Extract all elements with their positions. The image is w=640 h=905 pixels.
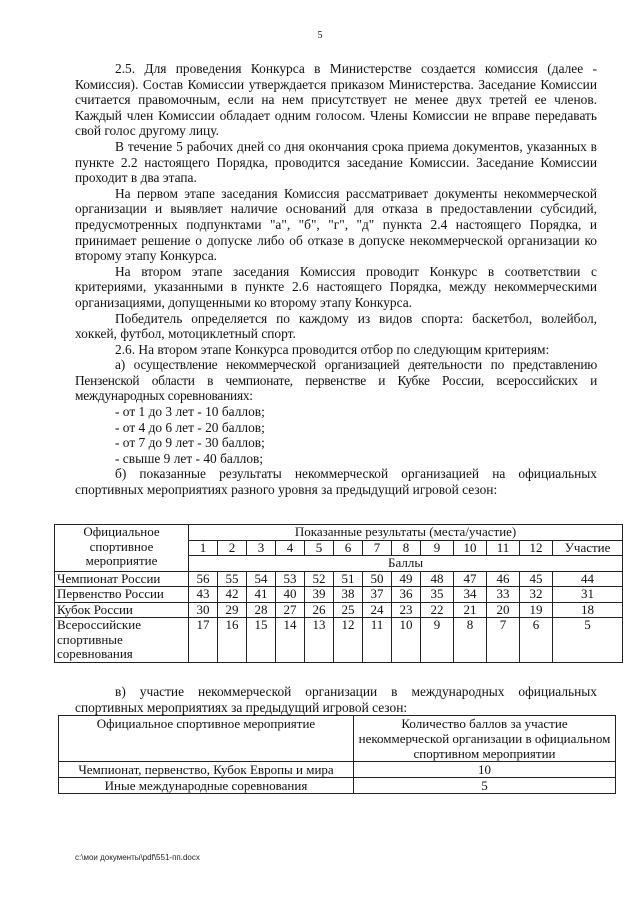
table1-header-event: Официальное спортивное мероприятие xyxy=(55,525,189,572)
paragraph-second-stage: На втором этапе заседания Комиссия проводит Конкурс в соответствии с критериями, указанными в пункте 2.6 настоящего Порядка, между некоммерческими организациями, допущенными ко второму этапу Конкурса. xyxy=(75,263,597,310)
table1-place-header: 3 xyxy=(247,540,276,556)
table1-points-cell: 46 xyxy=(487,571,520,587)
results-points-table xyxy=(54,524,623,663)
table1-body xyxy=(55,571,623,662)
file-path-footer: c:\мои документы\pdf\551-пп.docx xyxy=(75,853,200,862)
table1-points-label: Баллы xyxy=(189,556,623,572)
table-row xyxy=(59,778,616,794)
table1-points-cell: 18 xyxy=(553,602,623,618)
table1-points-cell: 16 xyxy=(218,618,247,663)
table1-points-cell: 13 xyxy=(305,618,334,663)
table1-points-cell: 49 xyxy=(392,571,421,587)
paragraph-2-5: 2.5. Для проведения Конкурса в Министерстве создается комиссия (далее - Комиссия). Состав Комиссии утверждается приказом Министерства. Заседание Комиссии считается правомочным, если на нем присутствует не менее двух третей ее членов. Каждый член Комиссии обладает одним голосом. Члены Комиссии не вправе передавать свой голос другому лицу. xyxy=(75,61,597,139)
table1-place-header: 2 xyxy=(218,540,247,556)
table1-points-cell: 19 xyxy=(520,602,553,618)
table-row xyxy=(55,618,623,663)
table1-points-cell: 21 xyxy=(454,602,487,618)
page-number: 5 xyxy=(317,30,323,41)
table1-points-cell: 52 xyxy=(305,571,334,587)
table1-points-cell: 34 xyxy=(454,587,487,603)
table1-points-cell: 51 xyxy=(334,571,363,587)
table1-points-cell: 30 xyxy=(189,602,218,618)
table1-place-header: 11 xyxy=(487,540,520,556)
table1-points-cell: 7 xyxy=(487,618,520,663)
table1-points-cell: 5 xyxy=(553,618,623,663)
table2-header-points: Количество баллов за участие некоммерческой организации в официальном спортивном мероприятии xyxy=(354,716,616,762)
table1-place-header: 1 xyxy=(189,540,218,556)
table1-points-cell: 6 xyxy=(520,618,553,663)
table1-event-name: Первенство России xyxy=(55,587,189,603)
table1-points-cell: 44 xyxy=(553,571,623,587)
table1-points-cell: 31 xyxy=(553,587,623,603)
table-row xyxy=(55,571,623,587)
table1-points-cell: 54 xyxy=(247,571,276,587)
paragraph-meeting: В течение 5 рабочих дней со дня окончания срока приема документов, указанных в пункте 2.2 настоящего Порядка, проводится заседание Комиссии. Заседание Комиссии проходит в два этапа. xyxy=(75,138,597,186)
table-row xyxy=(55,602,623,618)
table1-points-cell: 53 xyxy=(276,571,305,587)
table1-points-cell: 23 xyxy=(392,602,421,618)
table1-points-cell: 39 xyxy=(305,587,334,603)
table1-points-cell: 10 xyxy=(392,618,421,663)
table1-place-header: 5 xyxy=(305,540,334,556)
table1-points-cell: 32 xyxy=(520,587,553,603)
table1-points-cell: 27 xyxy=(276,602,305,618)
table2-points-cell: 10 xyxy=(354,762,616,778)
table1-points-cell: 41 xyxy=(247,587,276,603)
table1-place-header: 10 xyxy=(454,540,487,556)
table1-points-cell: 14 xyxy=(276,618,305,663)
table1-points-cell: 24 xyxy=(363,602,392,618)
table1-place-header: Участие xyxy=(553,540,623,556)
table1-points-cell: 50 xyxy=(363,571,392,587)
document-body xyxy=(75,61,597,498)
table1-place-header: 12 xyxy=(520,540,553,556)
table1-points-cell: 48 xyxy=(421,571,454,587)
paragraph-criterion-v: в) участие некоммерческой организации в международных официальных спортивных мероприятиях за предыдущий игровой сезон: xyxy=(75,684,597,715)
table1-points-cell: 11 xyxy=(363,618,392,663)
table1-points-cell: 37 xyxy=(363,587,392,603)
list-item: - от 1 до 3 лет - 10 баллов; xyxy=(115,404,265,420)
table1-place-header: 9 xyxy=(421,540,454,556)
table1-points-cell: 45 xyxy=(520,571,553,587)
list-item: - от 4 до 6 лет - 20 баллов; xyxy=(115,419,265,435)
table1-points-cell: 26 xyxy=(305,602,334,618)
table1-points-cell: 17 xyxy=(189,618,218,663)
table2-body xyxy=(59,762,616,794)
international-points-table xyxy=(58,715,616,794)
table2-event-name: Иные международные соревнования xyxy=(59,778,354,794)
table-row xyxy=(55,587,623,603)
paragraph-criterion-b: б) показанные результаты некоммерческой организацией на официальных спортивных мероприятиях разного уровня за предыдущий игровой сезон: xyxy=(75,466,597,498)
table1-event-name: Чемпионат России xyxy=(55,571,189,587)
table2-header-event: Официальное спортивное мероприятие xyxy=(59,716,354,762)
table1-points-cell: 22 xyxy=(421,602,454,618)
table1-points-cell: 12 xyxy=(334,618,363,663)
table1-points-cell: 15 xyxy=(247,618,276,663)
paragraph-criterion-a: а) осуществление некоммерческой организацией деятельности по представлению Пензенской области в чемпионате, первенстве и Кубке России, всероссийских и международных соревнованиях: xyxy=(75,357,597,404)
table1-place-header: 6 xyxy=(334,540,363,556)
paragraph-winner: Победитель определяется по каждому из видов спорта: баскетбол, волейбол, хоккей, футбол, мотоциклетный спорт. xyxy=(75,310,597,342)
table1-points-cell: 33 xyxy=(487,587,520,603)
table-row xyxy=(59,762,616,778)
table2-event-name: Чемпионат, первенство, Кубок Европы и мира xyxy=(59,762,354,778)
table1-points-cell: 56 xyxy=(189,571,218,587)
table1-points-cell: 55 xyxy=(218,571,247,587)
table1-points-cell: 40 xyxy=(276,587,305,603)
table1-points-cell: 47 xyxy=(454,571,487,587)
table1-points-cell: 20 xyxy=(487,602,520,618)
paragraph-first-stage: На первом этапе заседания Комиссия рассматривает документы некоммерческой организации и выявляет наличие оснований для отказа в предоставлении субсидий, предусмотренных подпунктами "а", "б", "г", "д" пункта 2.4 настоящего Порядка, и принимает решение о допуске либо об отказе в допуске некоммерческой организации ко второму этапу Конкурса. xyxy=(75,185,597,264)
table1-points-cell: 29 xyxy=(218,602,247,618)
table1-points-cell: 9 xyxy=(421,618,454,663)
table1-event-name: Кубок России xyxy=(55,602,189,618)
table1-points-cell: 25 xyxy=(334,602,363,618)
table1-points-cell: 38 xyxy=(334,587,363,603)
table1-points-cell: 28 xyxy=(247,602,276,618)
table1-points-cell: 42 xyxy=(218,587,247,603)
list-item: - от 7 до 9 лет - 30 баллов; xyxy=(115,435,265,451)
table1-header-results: Показанные результаты (места/участие) xyxy=(189,525,623,541)
table1-points-cell: 8 xyxy=(454,618,487,663)
table1-place-header: 4 xyxy=(276,540,305,556)
table1-points-cell: 36 xyxy=(392,587,421,603)
table1-points-cell: 43 xyxy=(189,587,218,603)
table1-place-header: 7 xyxy=(363,540,392,556)
table1-event-name: Всероссийские спортивные соревнования xyxy=(55,618,189,663)
list-item: - свыше 9 лет - 40 баллов; xyxy=(115,450,264,466)
table1-place-header: 8 xyxy=(392,540,421,556)
paragraph-2-6: 2.6. На втором этапе Конкурса проводится отбор по следующим критериям: xyxy=(115,341,550,357)
table1-points-cell: 35 xyxy=(421,587,454,603)
table2-points-cell: 5 xyxy=(354,778,616,794)
